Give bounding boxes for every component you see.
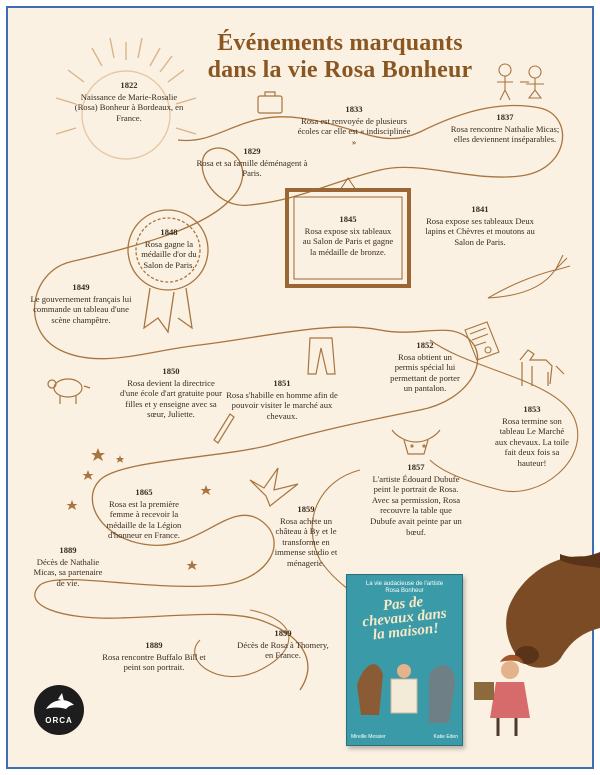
event-text: Rosa termine son tableau Le Marché aux chevaux. La toile fait deux fois sa hauteur! [495,415,569,468]
event-year: 1822 [120,80,138,90]
event-text: Décès de Nathalie Micas, sa partenaire de vie. [33,556,103,588]
event-text: Rosa est la première femme à recevoir la médaille de la Légion d'honneur en France. [106,498,182,541]
book-title: Pas de chevaux dans la maison! [361,594,448,644]
timeline-event [74,80,184,123]
timeline-event [118,366,224,420]
sheep-icon [48,379,90,404]
event-year: 1899 [274,628,292,638]
event-text: L'artiste Édouard Dubufe peint le portrait de Rosa. Avec sa permission, Rosa recouvre la table que Dubufe avait peinte par un bœuf. [370,473,462,537]
event-year: 1859 [297,504,315,514]
event-year: 1851 [273,378,291,388]
event-text: Naissance de Marie-Rosalie (Rosa) Bonheur à Bordeaux, en France. [74,91,184,123]
timeline-event [368,462,464,537]
timeline-event [236,628,330,661]
event-text: Rosa expose ses tableaux Deux lapins et Chèvres et moutons au Salon de Paris. [425,215,535,247]
event-text: Rosa s'habille en homme afin de pouvoir visiter le marché aux chevaux. [226,389,338,421]
orca-logo-text: ORCA [45,716,73,725]
book-cover [346,574,463,746]
book-cover-art [347,575,462,745]
event-year: 1889 [145,640,163,650]
book-illustrator: Katie Eden [433,734,458,740]
event-year: 1829 [243,146,261,156]
timeline-event [98,487,190,541]
event-year: 1853 [523,404,541,414]
timeline-event [100,640,208,673]
orca-logo [34,685,84,735]
event-year: 1837 [496,112,514,122]
event-year: 1845 [339,214,357,224]
timeline-event [302,214,394,257]
carrot-icon [488,255,570,298]
suitcase-icon [258,92,282,113]
event-text: Rosa rencontre Nathalie Micas; elles deviennent inséparables. [450,123,560,145]
book-subtitle-line2: Rosa Bonheur [385,588,424,594]
event-text: Rosa devient la directrice d'une école d'art gratuite pour filles et y enseigne avec sa sœur, Juliette. [120,377,222,420]
page-title [150,30,530,84]
timeline-event [450,112,560,145]
event-text: Rosa expose six tableaux au Salon de Paris et gagne la médaille de bronze. [302,225,394,257]
event-year: 1849 [72,282,90,292]
event-year: 1865 [135,487,153,497]
book-subtitle-line1: La vie audacieuse de l'artiste [365,581,444,587]
event-text: Décès de Rosa à Thomery, en France. [237,639,329,661]
bull-head-icon [392,430,440,454]
timeline-event [296,104,412,147]
event-text: Rosa achète un château à By et le transforme en immense studio et ménagerie. [274,515,338,568]
timeline-event [196,146,308,179]
timeline-event [226,378,338,421]
timeline-event [266,504,346,569]
event-year: 1848 [160,227,178,237]
timeline-event [30,545,106,588]
event-text: Le gouvernement français lui commande un tableau d'une scène champêtre. [30,293,132,325]
book-author: Mireille Messier [351,734,386,740]
timeline-event [131,227,207,270]
event-text: Rosa rencontre Buffalo Bill et peint son portrait. [102,651,206,673]
event-text: Rosa obtient un permis spécial lui permettant de porter un pantalon. [390,351,460,394]
page-title-line2: dans la vie Rosa Bonheur [207,57,473,83]
timeline-event [424,204,536,247]
event-text: Rosa est renvoyée de plusieurs écoles car elle est « indisciplinée » [297,115,411,147]
book-credits [351,734,458,740]
event-text: Rosa gagne la médaille d'or du Salon de Paris. [141,238,197,270]
orca-whale-icon [34,685,84,735]
event-year: 1850 [162,366,180,376]
dove-icon [250,468,298,506]
event-year: 1833 [345,104,363,114]
event-year: 1841 [471,204,489,214]
event-text: Rosa et sa famille déménagent à Paris. [196,157,308,179]
event-year: 1889 [59,545,77,555]
timeline-event [28,282,134,325]
trousers-icon [308,338,335,374]
horse-and-girl-illustration [474,552,600,736]
timeline-event [494,404,570,469]
timeline-event [386,340,464,394]
event-year: 1857 [407,462,425,472]
event-year: 1852 [416,340,434,350]
horse-icon [520,350,564,386]
page-title-line1: Événements marquants [217,30,463,56]
